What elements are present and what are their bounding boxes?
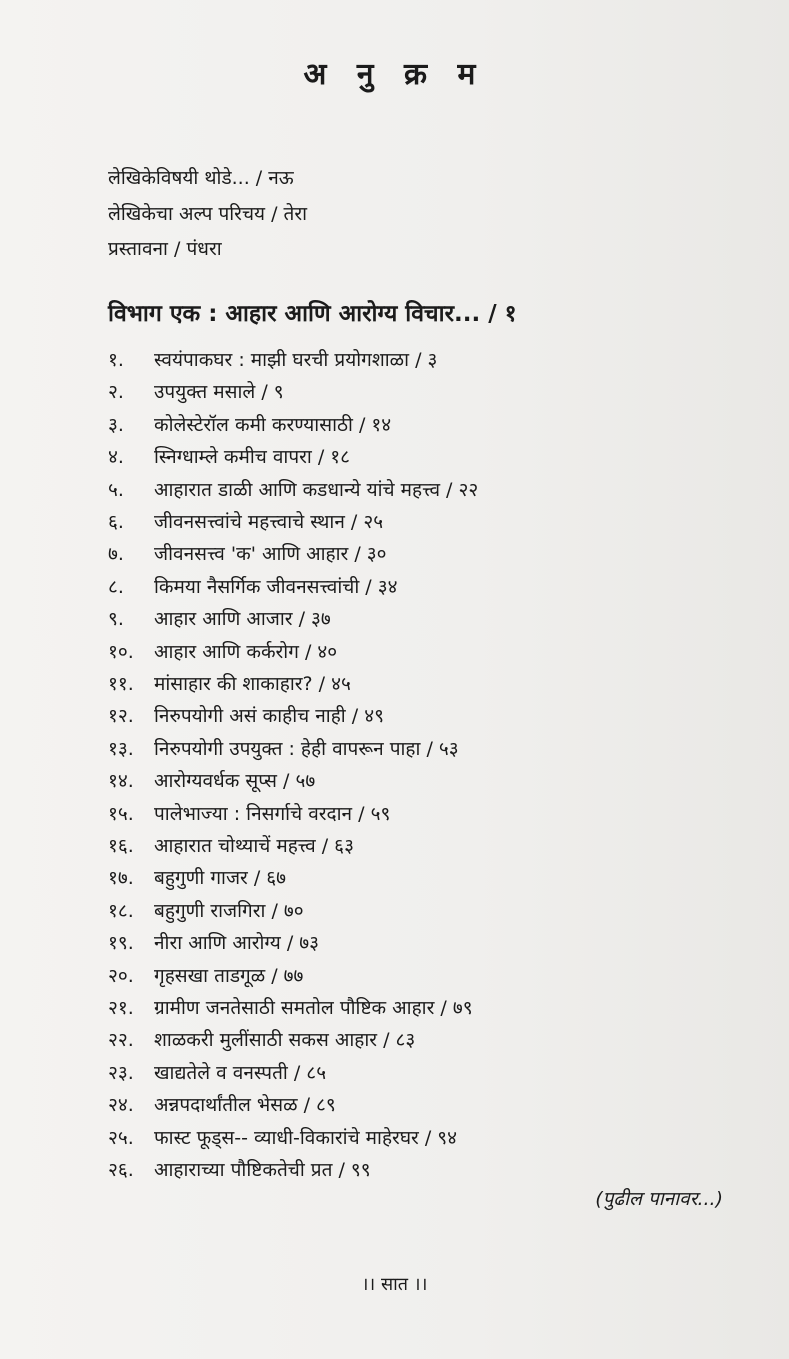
- toc-entry-title: निरुपयोगी असं काहीच नाही / ४९: [154, 705, 384, 728]
- front-matter-item: प्रस्तावना / पंधरा: [108, 238, 222, 260]
- toc-entry-title: मांसाहार की शाकाहार? / ४५: [154, 673, 351, 695]
- front-matter-item: लेखिकेविषयी थोडे... / नऊ: [108, 167, 294, 189]
- toc-entry-title: खाद्यतेले व वनस्पती / ८५: [154, 1061, 327, 1084]
- toc-entry-title: फास्ट फूड्स-- व्याधी-विकारांचे माहेरघर / ९४: [154, 1126, 458, 1149]
- toc-entry-title: कोलेस्टेरॉल कमी करण्यासाठी / १४: [154, 413, 392, 436]
- front-matter-item: लेखिकेचा अल्प परिचय / तेरा: [108, 203, 308, 225]
- toc-entry-number: १०.: [108, 640, 134, 663]
- toc-entry-title: अन्नपदार्थांतील भेसळ / ८९: [154, 1094, 336, 1117]
- toc-entry-title: गृहसखा ताडगूळ / ७७: [154, 964, 304, 987]
- toc-entry-number: ५.: [108, 478, 124, 501]
- toc-entry-number: २५.: [108, 1126, 134, 1149]
- toc-entry-number: २१.: [108, 997, 134, 1019]
- toc-entry-number: ७.: [108, 543, 124, 566]
- toc-entry-number: १२.: [108, 705, 134, 728]
- toc-entry-title: नीरा आणि आरोग्य / ७३: [154, 932, 320, 955]
- toc-entry-number: २२.: [108, 1029, 134, 1052]
- toc-entry-title: आरोग्यवर्धक सूप्स / ५७: [154, 770, 316, 793]
- page-number: ।। सात ।।: [361, 1274, 428, 1295]
- toc-entry-number: १.: [108, 349, 124, 371]
- toc-entry-number: १५.: [108, 802, 134, 825]
- toc-entry-number: ३.: [108, 413, 124, 436]
- toc-entry-title: स्निग्धाम्ले कमीच वापरा / १८: [154, 446, 351, 469]
- toc-entry-title: पालेभाज्या : निसर्गाचे वरदान / ५९: [154, 802, 391, 825]
- toc-entry-title: जीवनसत्त्व 'क' आणि आहार / ३०: [154, 543, 387, 566]
- toc-entry-title: आहार आणि कर्करोग / ४०: [154, 640, 338, 663]
- toc-entry-title: आहाराच्या पौष्टिकतेची प्रत / ९९: [154, 1159, 371, 1181]
- toc-entry-title: किमया नैसर्गिक जीवनसत्त्वांची / ३४: [154, 575, 398, 598]
- toc-entry-number: १३.: [108, 737, 134, 760]
- toc-entry-title: आहार आणि आजार / ३७: [154, 608, 331, 631]
- toc-entry-title: आहारात डाळी आणि कडधान्ये यांचे महत्त्व / २२: [154, 478, 479, 501]
- page-title: अ नु क्र म: [303, 57, 486, 92]
- toc-entry-number: २०.: [108, 964, 134, 987]
- toc-entry-title: शाळकरी मुलींसाठी सकस आहार / ८३: [154, 1029, 416, 1052]
- toc-entry-title: निरुपयोगी उपयुक्त : हेही वापरून पाहा / ५३: [154, 737, 459, 760]
- toc-entry-title: ग्रामीण जनतेसाठी समतोल पौष्टिक आहार / ७९: [154, 997, 473, 1019]
- toc-entry-number: ९.: [108, 608, 124, 631]
- toc-entry-title: स्वयंपाकघर : माझी घरची प्रयोगशाळा / ३: [154, 349, 438, 371]
- toc-entry-title: जीवनसत्त्वांचे महत्त्वाचे स्थान / २५: [154, 511, 384, 533]
- toc-entry-number: १८.: [108, 899, 134, 922]
- toc-entry-number: २४.: [108, 1094, 134, 1117]
- section-heading: विभाग एक : आहार आणि आरोग्य विचार... / १: [108, 301, 517, 327]
- toc-entry-number: २.: [108, 381, 124, 404]
- toc-entry-number: १६.: [108, 835, 134, 857]
- toc-entry-number: ८.: [108, 575, 124, 598]
- toc-entry-title: आहारात चोथ्याचें महत्त्व / ६३: [154, 835, 354, 857]
- toc-entry-number: १४.: [108, 770, 134, 793]
- toc-entry-number: १९.: [108, 932, 134, 955]
- toc-entry-number: ४.: [108, 446, 124, 469]
- toc-entry-title: बहुगुणी राजगिरा / ७०: [154, 899, 304, 922]
- toc-entry-title: उपयुक्त मसाले / ९: [154, 381, 284, 404]
- toc-entry-number: २६.: [108, 1159, 134, 1181]
- toc-entry-number: १७.: [108, 867, 134, 890]
- continued-note: (पुढील पानावर...): [595, 1188, 723, 1210]
- toc-entry-number: ६.: [108, 511, 124, 533]
- toc-entry-number: ११.: [108, 673, 134, 695]
- toc-entry-number: २३.: [108, 1061, 134, 1084]
- toc-entry-title: बहुगुणी गाजर / ६७: [154, 867, 287, 890]
